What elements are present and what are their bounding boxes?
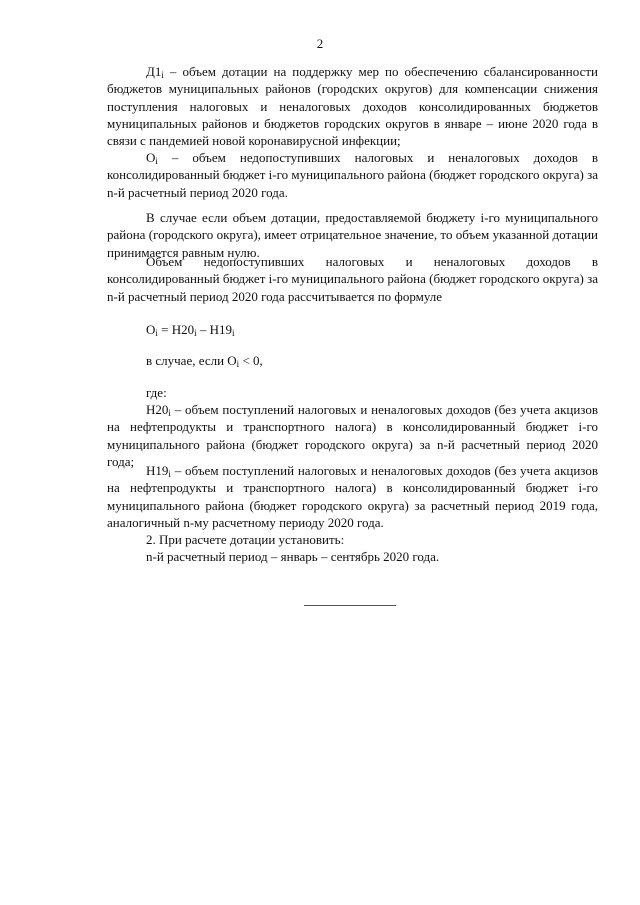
definition-text: – объем поступлений налоговых и неналоговых доходов (без учета акцизов на нефтепродукты и транспортного налога) в консолидированный бюджет i-го муниципального района (бюджет городского округа) за расчетный период 2019 года, аналогичный n-му расчетному периоду 2020 года.: [107, 463, 598, 530]
formula-h19: – Н19: [196, 322, 233, 337]
term-h20: Н20: [146, 402, 169, 417]
paragraph-item-2: 2. При расчете дотации установить:: [146, 532, 345, 547]
condition-text: в случае, если О: [146, 353, 237, 368]
paragraph-h19-definition: [107, 462, 598, 531]
end-divider: [304, 605, 396, 606]
subscript: i: [168, 408, 171, 418]
formula: [146, 321, 235, 338]
paragraph-h20-definition: [107, 401, 598, 470]
subscript: i: [161, 70, 164, 80]
paragraph-period: n-й расчетный период – январь – сентябрь 2020 года.: [146, 549, 440, 564]
subscript: i: [194, 328, 197, 338]
condition-text: < 0,: [239, 353, 263, 368]
page-number: 2: [316, 36, 324, 51]
term-o: О: [146, 150, 156, 165]
definition-text: – объем дотации на поддержку мер по обеспечению сбалансированности бюджетов муниципальных районов (городских округов) для компенсации снижения поступления налоговых и неналоговых доходов консолидированных бюджетов муниципальных районов и бюджетов городских округов в январе – июне 2020 года в связи с пандемией новой коронавирусной инфекции;: [107, 64, 598, 149]
paragraph-o-definition: [107, 149, 598, 201]
paragraph-negative-value: В случае если объем дотации, предоставляемой бюджету i-го муниципального района (городского округа), имеет отрицательное значение, то объем указанной дотации принимается равным нулю.: [107, 210, 598, 260]
definition-text: – объем поступлений налоговых и неналоговых доходов (без учета акцизов на нефтепродукты и транспортного налога) в консолидированный бюджет i-го муниципального района (бюджет городского округа) за n-й расчетный период 2020 года;: [107, 402, 598, 469]
definition-text: – объем недопоступивших налоговых и неналоговых доходов в консолидированный бюджет i-го муниципального района (бюджет городского округа) за n-й расчетный период 2020 года.: [107, 150, 598, 200]
where-label: где:: [146, 385, 167, 400]
formula-o: О: [146, 322, 156, 337]
subscript: i: [232, 328, 235, 338]
formula-h20: = Н20: [157, 322, 195, 337]
subscript: i: [168, 469, 171, 479]
subscript: i: [236, 359, 240, 369]
paragraph-formula-intro: Объем недопоступивших налоговых и неналоговых доходов в консолидированный бюджет i-го муниципального района (бюджет городского округа) за n-й расчетный период 2020 года рассчитывается по формуле: [107, 254, 598, 304]
subscript: i: [155, 156, 158, 166]
term-h19: Н19: [146, 463, 169, 478]
paragraph-d1-definition: [107, 63, 598, 149]
term-d1: Д1: [146, 64, 162, 79]
subscript: i: [155, 328, 158, 338]
formula-condition: [146, 352, 263, 369]
